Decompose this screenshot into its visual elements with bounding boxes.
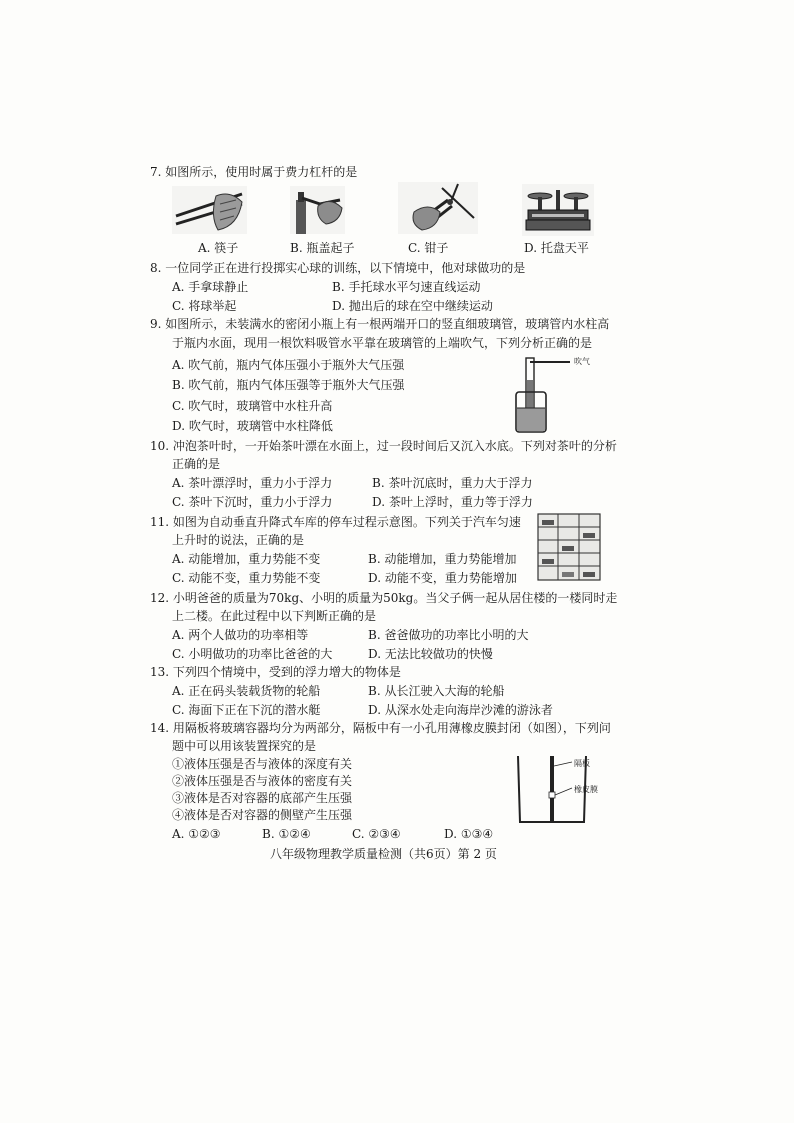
q7-option-b: B. 瓶盖起子: [290, 241, 355, 255]
q11-option-b: B. 动能增加，重力势能增加: [368, 552, 517, 566]
q10-option-a: A. 茶叶漂浮时，重力小于浮力: [172, 476, 333, 490]
q14-item-3: ③液体是否对容器的底部产生压强: [172, 791, 353, 805]
q7-option-d: D. 托盘天平: [524, 241, 589, 255]
page-footer: 八年级物理教学质量检测（共6页）第 2 页: [270, 847, 497, 861]
q12-stem-line1: 12. 小明爸爸的质量为70kg、小明的质量为50kg。当父子俩一起从居住楼的一楼同时走: [150, 591, 618, 605]
q14-fig-label-membrane: 橡皮膜: [574, 785, 598, 794]
q8-option-c: C. 将球举起: [172, 299, 237, 313]
q11-option-c: C. 动能不变，重力势能不变: [172, 571, 321, 585]
q9-option-a: A. 吹气前，瓶内气体压强小于瓶外大气压强: [172, 358, 405, 372]
q9-option-d: D. 吹气时，玻璃管中水柱降低: [172, 419, 333, 433]
chopsticks-image: [172, 186, 247, 234]
q9-option-b: B. 吹气前，瓶内气体压强等于瓶外大气压强: [172, 378, 405, 392]
q7-stem: 7. 如图所示，使用时属于费力杠杆的是: [150, 165, 358, 179]
pliers-image: [398, 182, 478, 234]
balance-scale-image: [522, 184, 594, 236]
q12-stem-line2: 上二楼。在此过程中以下判断正确的是: [172, 609, 377, 623]
q12-option-c: C. 小明做功的功率比爸爸的大: [172, 647, 333, 661]
q9-stem-line2: 于瓶内水面，现用一根饮料吸管水平靠在玻璃管的上端吹气，下列分析正确的是: [172, 336, 593, 350]
q8-option-a: A. 手拿球静止: [172, 280, 249, 294]
q11-option-a: A. 动能增加，重力势能不变: [172, 552, 321, 566]
q14-option-c: C. ②③④: [352, 827, 401, 841]
q7-option-c: C. 钳子: [408, 241, 449, 255]
q13-option-c: C. 海面下正在下沉的潜水艇: [172, 703, 321, 717]
q13-option-b: B. 从长江驶入大海的轮船: [368, 684, 505, 698]
q11-option-d: D. 动能不变，重力势能增加: [368, 571, 517, 585]
q8-option-d: D. 抛出后的球在空中继续运动: [332, 299, 493, 313]
parking-garage-figure: [536, 512, 602, 582]
q14-stem-line2: 题中可以用该装置探究的是: [172, 739, 317, 753]
q13-option-a: A. 正在码头装载货物的轮船: [172, 684, 321, 698]
q9-fig-label-blow: 吹气: [574, 357, 590, 366]
q10-stem-line1: 10. 冲泡茶叶时，一开始茶叶漂在水面上，过一段时间后又沉入水底。下列对茶叶的分析: [150, 439, 617, 453]
q12-option-d: D. 无法比较做功的快慢: [368, 647, 493, 661]
q14-fig-label-partition: 隔板: [574, 759, 590, 768]
q7-option-a: A. 筷子: [198, 241, 239, 255]
q11-stem-line2: 上升时的说法，正确的是: [172, 533, 305, 547]
q11-stem-line1: 11. 如图为自动垂直升降式车库的停车过程示意图。下列关于汽车匀速: [150, 515, 521, 529]
q13-stem: 13. 下列四个情境中，受到的浮力增大的物体是: [150, 665, 401, 679]
q9-option-c: C. 吹气时，玻璃管中水柱升高: [172, 399, 333, 413]
q14-item-4: ④液体是否对容器的侧壁产生压强: [172, 808, 353, 822]
q9-stem-line1: 9. 如图所示，未装满水的密闭小瓶上有一根两端开口的竖直细玻璃管，玻璃管内水柱高: [150, 317, 610, 331]
bottle-opener-image: [290, 186, 345, 234]
q14-item-2: ②液体压强是否与液体的密度有关: [172, 774, 353, 788]
q14-stem-line1: 14. 用隔板将玻璃容器均分为两部分，隔板中有一小孔用薄橡皮膜封闭（如图），下列问: [150, 721, 611, 735]
q12-option-b: B. 爸爸做功的功率比小明的大: [368, 628, 529, 642]
q13-option-d: D. 从深水处走向海岸沙滩的游泳者: [368, 703, 553, 717]
q8-option-b: B. 手托球水平匀速直线运动: [332, 280, 481, 294]
q14-option-b: B. ①②④: [262, 827, 311, 841]
q8-stem: 8. 一位同学正在进行投掷实心球的训练，以下情境中，他对球做功的是: [150, 261, 526, 275]
q10-option-d: D. 茶叶上浮时，重力等于浮力: [372, 495, 533, 509]
q10-stem-line2: 正确的是: [172, 457, 221, 471]
q12-option-a: A. 两个人做功的功率相等: [172, 628, 309, 642]
q14-option-d: D. ①③④: [444, 827, 494, 841]
q10-option-b: B. 茶叶沉底时，重力大于浮力: [372, 476, 533, 490]
q14-item-1: ①液体压强是否与液体的深度有关: [172, 757, 353, 771]
q14-option-a: A. ①②③: [172, 827, 221, 841]
q10-option-c: C. 茶叶下沉时，重力小于浮力: [172, 495, 333, 509]
